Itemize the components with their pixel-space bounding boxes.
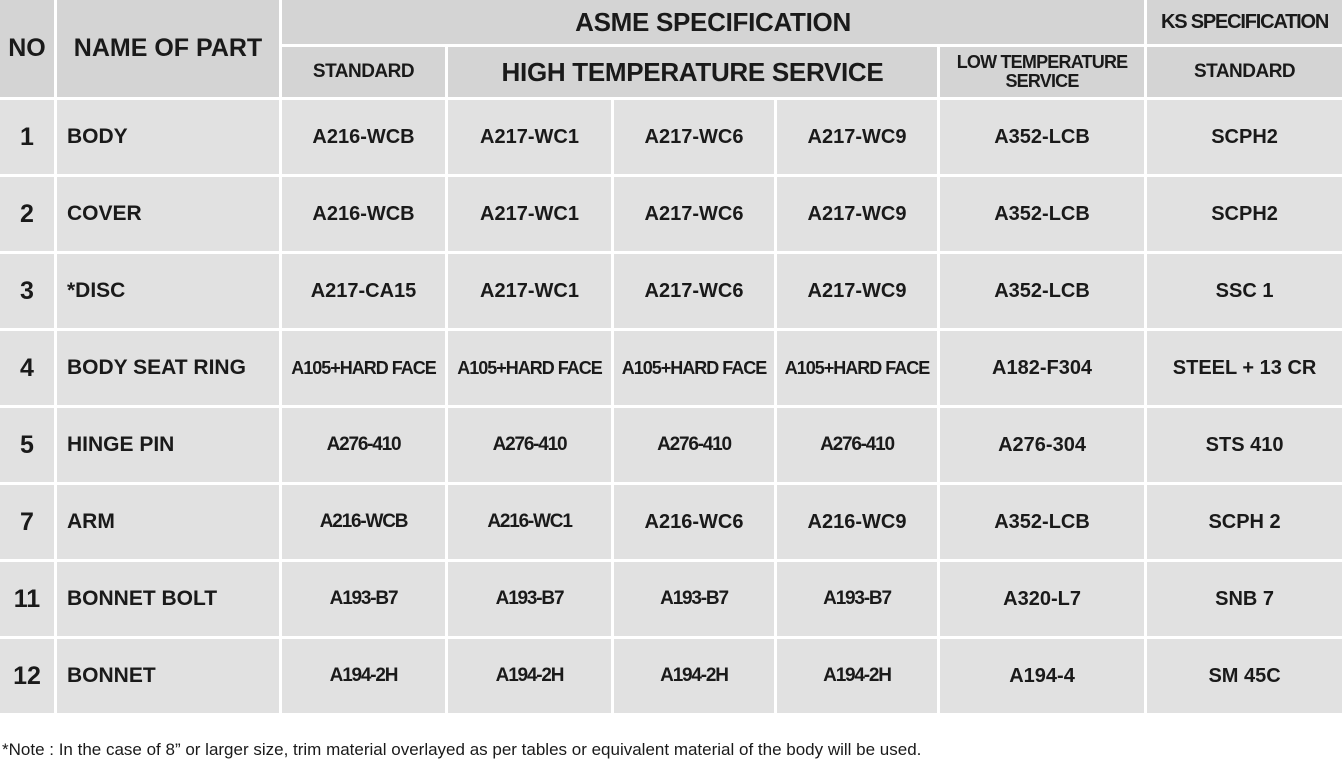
cell-standard: A194-2H: [282, 639, 445, 713]
cell-standard: A105+HARD FACE: [282, 331, 445, 405]
cell-name: BODY SEAT RING: [57, 331, 279, 405]
cell-high-temp-3: A216-WC9: [777, 485, 937, 559]
cell-high-temp-3: A276-410: [777, 408, 937, 482]
cell-standard: A217-CA15: [282, 254, 445, 328]
cell-high-temp-1: A194-2H: [448, 639, 611, 713]
header-name-of-part: NAME OF PART: [57, 0, 279, 97]
cell-high-temp-1: A217-WC1: [448, 100, 611, 174]
header-ks-specification: KS SPECIFICATION: [1147, 0, 1342, 44]
cell-no: 1: [0, 100, 54, 174]
cell-high-temp-2: A276-410: [614, 408, 774, 482]
cell-high-temp-1: A217-WC1: [448, 177, 611, 251]
table-row: [0, 331, 1342, 405]
cell-high-temp-1: A105+HARD FACE: [448, 331, 611, 405]
cell-low-temp: A352-LCB: [940, 100, 1144, 174]
cell-no: 2: [0, 177, 54, 251]
cell-low-temp: A352-LCB: [940, 177, 1144, 251]
header-high-temperature-service: HIGH TEMPERATURE SERVICE: [448, 47, 937, 97]
cell-low-temp: A182-F304: [940, 331, 1144, 405]
cell-high-temp-3: A217-WC9: [777, 177, 937, 251]
cell-high-temp-3: A193-B7: [777, 562, 937, 636]
table-row: [0, 408, 1342, 482]
cell-name: BONNET: [57, 639, 279, 713]
cell-high-temp-2: A217-WC6: [614, 177, 774, 251]
cell-standard: A193-B7: [282, 562, 445, 636]
cell-high-temp-3: A217-WC9: [777, 100, 937, 174]
table-row: [0, 562, 1342, 636]
cell-high-temp-1: A217-WC1: [448, 254, 611, 328]
cell-low-temp: A276-304: [940, 408, 1144, 482]
cell-high-temp-1: A216-WC1: [448, 485, 611, 559]
cell-no: 11: [0, 562, 54, 636]
cell-high-temp-2: A105+HARD FACE: [614, 331, 774, 405]
cell-standard: A216-WCB: [282, 177, 445, 251]
header-asme-specification: ASME SPECIFICATION: [282, 0, 1144, 44]
cell-name: *DISC: [57, 254, 279, 328]
cell-name: COVER: [57, 177, 279, 251]
cell-ks-standard: SM 45C: [1147, 639, 1342, 713]
cell-no: 4: [0, 331, 54, 405]
cell-name: BONNET BOLT: [57, 562, 279, 636]
footnote: *Note : In the case of 8” or larger size, trim material overlayed as per tables or equivalent material of the body will be used.: [2, 740, 922, 759]
table-row: [0, 485, 1342, 559]
cell-name: ARM: [57, 485, 279, 559]
cell-low-temp: A352-LCB: [940, 485, 1144, 559]
cell-ks-standard: SSC 1: [1147, 254, 1342, 328]
cell-no: 12: [0, 639, 54, 713]
table-row: [0, 100, 1342, 174]
cell-ks-standard: STS 410: [1147, 408, 1342, 482]
header-no: NO: [0, 0, 54, 97]
header-low-temperature-service: LOW TEMPERATURE SERVICE: [940, 47, 1144, 97]
cell-high-temp-1: A193-B7: [448, 562, 611, 636]
cell-high-temp-1: A276-410: [448, 408, 611, 482]
cell-ks-standard: SCPH2: [1147, 177, 1342, 251]
cell-low-temp: A194-4: [940, 639, 1144, 713]
cell-high-temp-3: A194-2H: [777, 639, 937, 713]
cell-high-temp-3: A105+HARD FACE: [777, 331, 937, 405]
cell-ks-standard: SCPH 2: [1147, 485, 1342, 559]
cell-standard: A216-WCB: [282, 485, 445, 559]
cell-low-temp: A352-LCB: [940, 254, 1144, 328]
cell-high-temp-2: A217-WC6: [614, 254, 774, 328]
cell-name: HINGE PIN: [57, 408, 279, 482]
cell-ks-standard: SNB 7: [1147, 562, 1342, 636]
cell-high-temp-2: A194-2H: [614, 639, 774, 713]
cell-no: 7: [0, 485, 54, 559]
header-asme-standard: STANDARD: [282, 47, 445, 97]
cell-name: BODY: [57, 100, 279, 174]
cell-ks-standard: STEEL + 13 CR: [1147, 331, 1342, 405]
cell-high-temp-2: A193-B7: [614, 562, 774, 636]
cell-standard: A276-410: [282, 408, 445, 482]
cell-ks-standard: SCPH2: [1147, 100, 1342, 174]
table-row: [0, 254, 1342, 328]
cell-high-temp-3: A217-WC9: [777, 254, 937, 328]
cell-high-temp-2: A216-WC6: [614, 485, 774, 559]
cell-no: 3: [0, 254, 54, 328]
cell-no: 5: [0, 408, 54, 482]
cell-high-temp-2: A217-WC6: [614, 100, 774, 174]
cell-low-temp: A320-L7: [940, 562, 1144, 636]
header-ks-standard: STANDARD: [1147, 47, 1342, 97]
table-row: [0, 639, 1342, 713]
table-row: [0, 177, 1342, 251]
cell-standard: A216-WCB: [282, 100, 445, 174]
